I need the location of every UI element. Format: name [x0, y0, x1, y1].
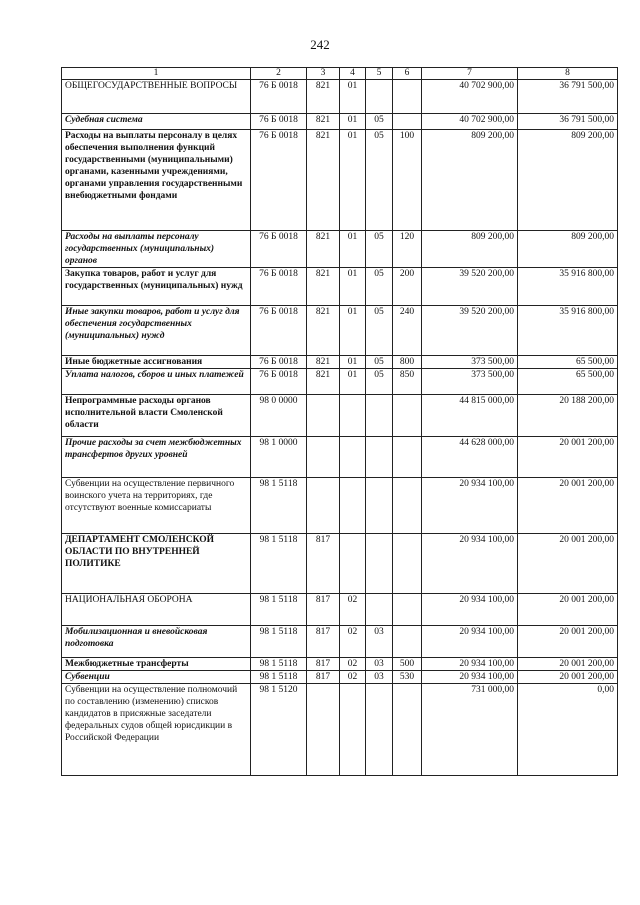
table-row: [62, 594, 618, 626]
department-code: 821: [307, 80, 340, 114]
department-code: 821: [307, 356, 340, 369]
section-code: 01: [340, 306, 366, 356]
amount-year-2: 809 200,00: [518, 130, 618, 231]
subsection-code: 03: [366, 658, 393, 671]
row-name: Прочие расходы за счет межбюджетных трансфертов других уровней: [62, 437, 251, 478]
expense-type-code: 530: [393, 671, 422, 684]
amount-year-1: 44 628 000,00: [422, 437, 518, 478]
subsection-code: 05: [366, 356, 393, 369]
department-code: [307, 395, 340, 437]
table-row: [62, 356, 618, 369]
subsection-code: [366, 80, 393, 114]
expense-type-code: 200: [393, 268, 422, 306]
section-code: 01: [340, 369, 366, 395]
section-code: 01: [340, 114, 366, 130]
subsection-code: [366, 684, 393, 776]
expense-type-code: [393, 626, 422, 658]
section-code: 01: [340, 356, 366, 369]
target-article-code: 76 Б 0018: [251, 114, 307, 130]
subsection-code: 05: [366, 306, 393, 356]
target-article-code: 98 1 5118: [251, 626, 307, 658]
department-code: 817: [307, 671, 340, 684]
row-name: Судебная система: [62, 114, 251, 130]
amount-year-1: 40 702 900,00: [422, 114, 518, 130]
expense-type-code: [393, 80, 422, 114]
department-code: 821: [307, 306, 340, 356]
subsection-code: 05: [366, 114, 393, 130]
column-number: 5: [366, 68, 393, 80]
table-body: [62, 68, 618, 776]
amount-year-1: 809 200,00: [422, 130, 518, 231]
amount-year-2: 20 001 200,00: [518, 437, 618, 478]
section-code: 01: [340, 80, 366, 114]
target-article-code: 98 1 5118: [251, 658, 307, 671]
column-number: 8: [518, 68, 618, 80]
target-article-code: 76 Б 0018: [251, 130, 307, 231]
target-article-code: 76 Б 0018: [251, 268, 307, 306]
amount-year-2: 36 791 500,00: [518, 80, 618, 114]
row-name: Расходы на выплаты персоналу в целях обеспечения выполнения функций государственными (муниципальными) органами, казенными учреждениями, органами управления государственными внебюджетными фондами: [62, 130, 251, 231]
amount-year-2: 20 188 200,00: [518, 395, 618, 437]
target-article-code: 98 1 5118: [251, 594, 307, 626]
amount-year-2: 20 001 200,00: [518, 594, 618, 626]
department-code: [307, 437, 340, 478]
row-name: Субвенции на осуществление первичного воинского учета на территориях, где отсутствуют военные комиссариаты: [62, 478, 251, 534]
section-code: 01: [340, 231, 366, 268]
target-article-code: 76 Б 0018: [251, 369, 307, 395]
target-article-code: 98 1 5120: [251, 684, 307, 776]
amount-year-2: 35 916 800,00: [518, 268, 618, 306]
subsection-code: 05: [366, 130, 393, 231]
department-code: 821: [307, 231, 340, 268]
subsection-code: 05: [366, 369, 393, 395]
table-row: [62, 395, 618, 437]
table-row: [62, 80, 618, 114]
subsection-code: 03: [366, 671, 393, 684]
amount-year-1: 20 934 100,00: [422, 658, 518, 671]
amount-year-2: 20 001 200,00: [518, 534, 618, 594]
table-row: [62, 231, 618, 268]
row-name: ОБЩЕГОСУДАРСТВЕННЫЕ ВОПРОСЫ: [62, 80, 251, 114]
amount-year-2: 65 500,00: [518, 369, 618, 395]
column-number: 2: [251, 68, 307, 80]
department-code: 817: [307, 534, 340, 594]
table-row: [62, 534, 618, 594]
row-name: Расходы на выплаты персоналу государственных (муниципальных) органов: [62, 231, 251, 268]
amount-year-2: 0,00: [518, 684, 618, 776]
amount-year-2: 35 916 800,00: [518, 306, 618, 356]
amount-year-1: 809 200,00: [422, 231, 518, 268]
amount-year-1: 731 000,00: [422, 684, 518, 776]
expense-type-code: [393, 437, 422, 478]
table-row: [62, 478, 618, 534]
department-code: 817: [307, 626, 340, 658]
expense-type-code: [393, 395, 422, 437]
expense-type-code: [393, 594, 422, 626]
table-row: [62, 369, 618, 395]
department-code: 821: [307, 268, 340, 306]
column-number: 1: [62, 68, 251, 80]
subsection-code: [366, 534, 393, 594]
section-code: [340, 684, 366, 776]
department-code: 817: [307, 594, 340, 626]
row-name: Межбюджетные трансферты: [62, 658, 251, 671]
table-row: [62, 306, 618, 356]
amount-year-2: 20 001 200,00: [518, 626, 618, 658]
section-code: [340, 437, 366, 478]
amount-year-1: 373 500,00: [422, 356, 518, 369]
section-code: [340, 395, 366, 437]
expense-type-code: 850: [393, 369, 422, 395]
amount-year-2: 65 500,00: [518, 356, 618, 369]
amount-year-1: 20 934 100,00: [422, 534, 518, 594]
section-code: 02: [340, 671, 366, 684]
target-article-code: 76 Б 0018: [251, 231, 307, 268]
subsection-code: [366, 478, 393, 534]
column-number: 3: [307, 68, 340, 80]
section-code: 02: [340, 626, 366, 658]
amount-year-1: 20 934 100,00: [422, 594, 518, 626]
amount-year-1: 373 500,00: [422, 369, 518, 395]
expense-type-code: [393, 534, 422, 594]
target-article-code: 98 1 5118: [251, 671, 307, 684]
target-article-code: 98 1 5118: [251, 478, 307, 534]
subsection-code: [366, 395, 393, 437]
target-article-code: 98 0 0000: [251, 395, 307, 437]
column-number-row: [62, 68, 618, 80]
subsection-code: [366, 594, 393, 626]
expense-type-code: [393, 684, 422, 776]
amount-year-2: 36 791 500,00: [518, 114, 618, 130]
subsection-code: 05: [366, 231, 393, 268]
subsection-code: 05: [366, 268, 393, 306]
table-row: [62, 671, 618, 684]
table-row: [62, 658, 618, 671]
row-name: Уплата налогов, сборов и иных платежей: [62, 369, 251, 395]
budget-table: [61, 67, 618, 776]
department-code: 821: [307, 114, 340, 130]
expense-type-code: 800: [393, 356, 422, 369]
row-name: Иные закупки товаров, работ и услуг для обеспечения государственных (муниципальных) нужд: [62, 306, 251, 356]
row-name: Закупка товаров, работ и услуг для государственных (муниципальных) нужд: [62, 268, 251, 306]
amount-year-1: 39 520 200,00: [422, 306, 518, 356]
target-article-code: 76 Б 0018: [251, 80, 307, 114]
amount-year-2: 20 001 200,00: [518, 671, 618, 684]
page-number: 242: [310, 37, 330, 52]
row-name: НАЦИОНАЛЬНАЯ ОБОРОНА: [62, 594, 251, 626]
row-name: Непрограммные расходы органов исполнительной власти Смоленской области: [62, 395, 251, 437]
section-code: 01: [340, 130, 366, 231]
expense-type-code: [393, 114, 422, 130]
department-code: 817: [307, 658, 340, 671]
amount-year-1: 20 934 100,00: [422, 478, 518, 534]
row-name: ДЕПАРТАМЕНТ СМОЛЕНСКОЙ ОБЛАСТИ ПО ВНУТРЕННЕЙ ПОЛИТИКЕ: [62, 534, 251, 594]
table-row: [62, 114, 618, 130]
expense-type-code: 500: [393, 658, 422, 671]
section-code: [340, 478, 366, 534]
section-code: 02: [340, 658, 366, 671]
section-code: [340, 534, 366, 594]
row-name: Субвенции: [62, 671, 251, 684]
expense-type-code: 240: [393, 306, 422, 356]
amount-year-1: 44 815 000,00: [422, 395, 518, 437]
section-code: 02: [340, 594, 366, 626]
target-article-code: 76 Б 0018: [251, 356, 307, 369]
amount-year-2: 20 001 200,00: [518, 658, 618, 671]
table-row: [62, 684, 618, 776]
expense-type-code: 120: [393, 231, 422, 268]
amount-year-2: 809 200,00: [518, 231, 618, 268]
row-name: Иные бюджетные ассигнования: [62, 356, 251, 369]
amount-year-1: 20 934 100,00: [422, 671, 518, 684]
subsection-code: [366, 437, 393, 478]
department-code: [307, 478, 340, 534]
column-number: 7: [422, 68, 518, 80]
expense-type-code: 100: [393, 130, 422, 231]
department-code: 821: [307, 130, 340, 231]
amount-year-1: 39 520 200,00: [422, 268, 518, 306]
table-row: [62, 268, 618, 306]
column-number: 4: [340, 68, 366, 80]
section-code: 01: [340, 268, 366, 306]
target-article-code: 76 Б 0018: [251, 306, 307, 356]
row-name: Мобилизационная и вневойсковая подготовка: [62, 626, 251, 658]
amount-year-2: 20 001 200,00: [518, 478, 618, 534]
target-article-code: 98 1 0000: [251, 437, 307, 478]
expense-type-code: [393, 478, 422, 534]
column-number: 6: [393, 68, 422, 80]
row-name: Субвенции на осуществление полномочий по составлению (изменению) списков кандидатов в присяжные заседатели федеральных судов общей юрисдикции в Российской Федерации: [62, 684, 251, 776]
amount-year-1: 40 702 900,00: [422, 80, 518, 114]
table-row: [62, 130, 618, 231]
amount-year-1: 20 934 100,00: [422, 626, 518, 658]
department-code: [307, 684, 340, 776]
subsection-code: 03: [366, 626, 393, 658]
department-code: 821: [307, 369, 340, 395]
target-article-code: 98 1 5118: [251, 534, 307, 594]
table-row: [62, 626, 618, 658]
table-row: [62, 437, 618, 478]
